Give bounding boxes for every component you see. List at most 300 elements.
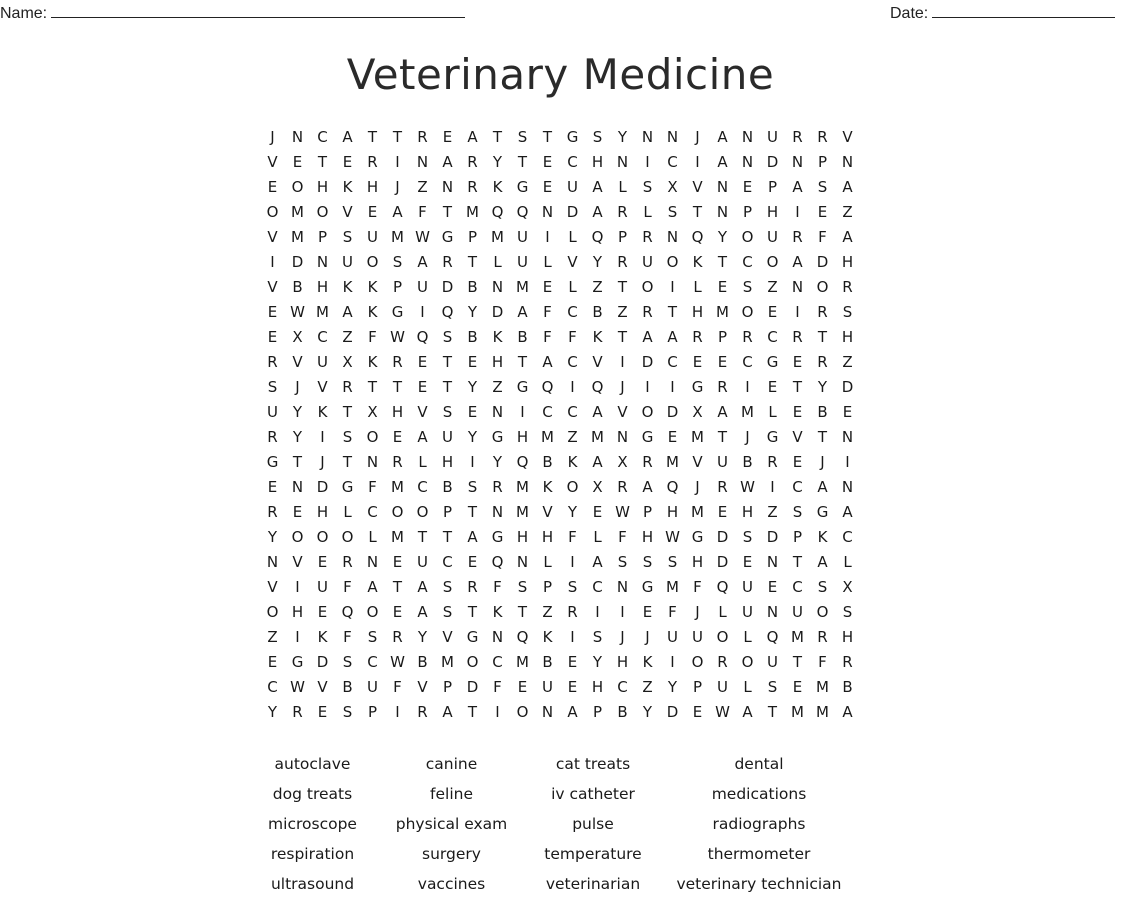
grid-letter: F bbox=[568, 528, 577, 546]
grid-letter: W bbox=[290, 678, 305, 696]
grid-letter: S bbox=[442, 328, 453, 346]
grid-letter: R bbox=[567, 603, 578, 621]
grid-letter: T bbox=[392, 128, 403, 146]
grid-letter: N bbox=[291, 478, 304, 496]
grid-letter: R bbox=[617, 203, 628, 221]
grid-letter: D bbox=[291, 253, 304, 271]
word-search-grid bbox=[260, 125, 860, 725]
grid-letter: R bbox=[292, 703, 303, 721]
word-list-row bbox=[255, 870, 865, 900]
grid-row bbox=[260, 675, 860, 700]
grid-letter: R bbox=[817, 628, 828, 646]
grid-letter: B bbox=[442, 478, 453, 496]
word-list-item: radiographs bbox=[712, 815, 806, 833]
grid-letter: E bbox=[292, 153, 303, 171]
grid-letter: S bbox=[667, 203, 678, 221]
grid-letter: R bbox=[792, 228, 803, 246]
grid-letter: V bbox=[292, 553, 303, 571]
grid-letter: V bbox=[442, 628, 453, 646]
grid-letter: M bbox=[816, 703, 829, 721]
grid-letter: V bbox=[267, 153, 278, 171]
grid-letter: S bbox=[817, 178, 828, 196]
grid-letter: L bbox=[543, 253, 552, 271]
grid-letter: U bbox=[692, 628, 703, 646]
grid-letter: K bbox=[567, 453, 578, 471]
grid-letter: U bbox=[517, 253, 528, 271]
grid-letter: I bbox=[770, 478, 775, 496]
grid-letter: Q bbox=[591, 228, 604, 246]
grid-letter: C bbox=[367, 503, 378, 521]
grid-letter: R bbox=[692, 328, 703, 346]
word-list-item: cat treats bbox=[555, 755, 631, 773]
grid-letter: I bbox=[495, 703, 500, 721]
grid-letter: A bbox=[592, 553, 603, 571]
grid-letter: H bbox=[316, 178, 329, 196]
grid-letter: O bbox=[266, 203, 279, 221]
grid-letter: Q bbox=[691, 228, 704, 246]
grid-letter: K bbox=[367, 303, 378, 321]
grid-letter: X bbox=[617, 453, 628, 471]
grid-letter: Z bbox=[842, 353, 853, 371]
grid-letter: B bbox=[542, 653, 553, 671]
grid-letter: K bbox=[592, 328, 603, 346]
grid-letter: A bbox=[467, 528, 478, 546]
name-line[interactable] bbox=[51, 3, 465, 18]
grid-letter: G bbox=[566, 128, 579, 146]
grid-letter: C bbox=[667, 353, 678, 371]
grid-letter: L bbox=[618, 178, 627, 196]
grid-letter: M bbox=[516, 478, 529, 496]
grid-letter: Z bbox=[617, 303, 628, 321]
grid-letter: U bbox=[717, 453, 728, 471]
grid-letter: P bbox=[642, 503, 653, 521]
grid-letter: M bbox=[391, 228, 404, 246]
grid-letter: I bbox=[845, 453, 850, 471]
grid-letter: R bbox=[267, 428, 278, 446]
grid-letter: E bbox=[817, 203, 828, 221]
grid-letter: I bbox=[670, 653, 675, 671]
grid-letter: H bbox=[441, 453, 454, 471]
grid-letter: U bbox=[767, 128, 778, 146]
grid-letter: L bbox=[343, 503, 352, 521]
grid-letter: F bbox=[368, 478, 377, 496]
grid-letter: U bbox=[442, 428, 453, 446]
grid-letter: O bbox=[316, 203, 329, 221]
grid-letter: W bbox=[415, 228, 430, 246]
grid-letter: G bbox=[516, 378, 529, 396]
grid-letter: N bbox=[316, 253, 329, 271]
grid-letter: A bbox=[592, 453, 603, 471]
grid-letter: V bbox=[317, 378, 328, 396]
grid-letter: O bbox=[366, 253, 379, 271]
grid-letter: Y bbox=[492, 153, 503, 171]
grid-letter: W bbox=[615, 503, 630, 521]
grid-letter: C bbox=[542, 403, 553, 421]
word-list bbox=[255, 750, 865, 900]
grid-letter: B bbox=[517, 328, 528, 346]
grid-letter: B bbox=[467, 328, 478, 346]
grid-letter: G bbox=[766, 353, 779, 371]
grid-letter: F bbox=[493, 578, 502, 596]
grid-row bbox=[260, 375, 860, 400]
grid-letter: F bbox=[343, 628, 352, 646]
grid-row bbox=[260, 200, 860, 225]
grid-letter: A bbox=[667, 328, 678, 346]
grid-letter: Z bbox=[767, 503, 778, 521]
grid-letter: M bbox=[666, 578, 679, 596]
grid-letter: J bbox=[270, 128, 275, 146]
grid-letter: C bbox=[592, 578, 603, 596]
grid-letter: H bbox=[491, 353, 504, 371]
grid-letter: C bbox=[567, 403, 578, 421]
grid-letter: T bbox=[717, 428, 728, 446]
grid-row bbox=[260, 525, 860, 550]
grid-letter: E bbox=[742, 178, 753, 196]
grid-letter: V bbox=[267, 228, 278, 246]
grid-letter: T bbox=[667, 303, 678, 321]
grid-letter: V bbox=[617, 403, 628, 421]
grid-letter: Y bbox=[592, 253, 603, 271]
grid-letter: D bbox=[316, 478, 329, 496]
grid-letter: C bbox=[317, 328, 328, 346]
grid-letter: K bbox=[367, 353, 378, 371]
grid-letter: H bbox=[841, 628, 854, 646]
grid-letter: P bbox=[717, 328, 728, 346]
grid-letter: E bbox=[542, 153, 553, 171]
grid-letter: R bbox=[467, 578, 478, 596]
grid-letter: M bbox=[741, 403, 754, 421]
grid-letter: D bbox=[716, 528, 729, 546]
grid-letter: R bbox=[642, 453, 653, 471]
grid-letter: A bbox=[742, 703, 753, 721]
grid-letter: S bbox=[367, 628, 378, 646]
grid-letter: K bbox=[817, 528, 828, 546]
word-list-item: microscope bbox=[268, 815, 357, 833]
grid-letter: N bbox=[666, 228, 679, 246]
grid-letter: F bbox=[493, 678, 502, 696]
grid-letter: R bbox=[642, 303, 653, 321]
grid-letter: N bbox=[616, 578, 629, 596]
grid-letter: F bbox=[693, 578, 702, 596]
grid-letter: O bbox=[366, 428, 379, 446]
grid-letter: T bbox=[617, 278, 628, 296]
grid-letter: U bbox=[317, 578, 328, 596]
grid-letter: P bbox=[617, 228, 628, 246]
grid-letter: M bbox=[391, 478, 404, 496]
grid-letter: B bbox=[592, 303, 603, 321]
grid-letter: E bbox=[417, 378, 428, 396]
grid-letter: Q bbox=[491, 553, 504, 571]
grid-letter: V bbox=[842, 128, 853, 146]
grid-letter: V bbox=[692, 178, 703, 196]
grid-letter: M bbox=[591, 428, 604, 446]
grid-letter: L bbox=[418, 453, 427, 471]
name-field[interactable] bbox=[0, 3, 465, 24]
grid-letter: T bbox=[692, 203, 703, 221]
grid-row bbox=[260, 350, 860, 375]
grid-letter: K bbox=[342, 178, 353, 196]
grid-letter: U bbox=[417, 278, 428, 296]
grid-letter: C bbox=[667, 153, 678, 171]
grid-letter: U bbox=[517, 228, 528, 246]
grid-letter: H bbox=[291, 603, 304, 621]
grid-letter: A bbox=[542, 353, 553, 371]
grid-letter: O bbox=[391, 503, 404, 521]
grid-row bbox=[260, 300, 860, 325]
grid-letter: Y bbox=[592, 653, 603, 671]
grid-letter: R bbox=[817, 128, 828, 146]
grid-letter: D bbox=[666, 403, 679, 421]
grid-letter: U bbox=[567, 178, 578, 196]
grid-letter: E bbox=[442, 128, 453, 146]
grid-letter: A bbox=[792, 178, 803, 196]
grid-row bbox=[260, 125, 860, 150]
grid-letter: E bbox=[317, 703, 328, 721]
grid-letter: T bbox=[817, 428, 828, 446]
grid-letter: R bbox=[267, 353, 278, 371]
grid-row bbox=[260, 450, 860, 475]
grid-letter: R bbox=[417, 703, 428, 721]
grid-letter: D bbox=[441, 278, 454, 296]
grid-letter: D bbox=[566, 203, 579, 221]
grid-letter: R bbox=[642, 228, 653, 246]
grid-letter: N bbox=[716, 178, 729, 196]
word-list-row bbox=[255, 750, 865, 780]
grid-row bbox=[260, 575, 860, 600]
grid-letter: J bbox=[695, 128, 700, 146]
grid-letter: C bbox=[567, 353, 578, 371]
grid-letter: J bbox=[620, 378, 625, 396]
grid-letter: Y bbox=[817, 378, 828, 396]
grid-letter: Z bbox=[267, 628, 278, 646]
grid-letter: I bbox=[420, 303, 425, 321]
grid-row bbox=[260, 600, 860, 625]
grid-letter: I bbox=[570, 378, 575, 396]
grid-letter: A bbox=[717, 128, 728, 146]
grid-letter: G bbox=[391, 303, 404, 321]
grid-letter: C bbox=[492, 653, 503, 671]
grid-letter: R bbox=[742, 328, 753, 346]
word-list-row bbox=[255, 840, 865, 870]
grid-letter: O bbox=[516, 703, 529, 721]
grid-letter: A bbox=[642, 478, 653, 496]
grid-letter: L bbox=[843, 553, 852, 571]
grid-letter: N bbox=[841, 153, 854, 171]
grid-letter: G bbox=[641, 578, 654, 596]
grid-letter: A bbox=[717, 403, 728, 421]
grid-letter: H bbox=[841, 253, 854, 271]
grid-letter: D bbox=[666, 703, 679, 721]
grid-letter: E bbox=[717, 278, 728, 296]
grid-letter: X bbox=[842, 578, 853, 596]
grid-letter: P bbox=[817, 153, 828, 171]
grid-letter: C bbox=[792, 478, 803, 496]
grid-letter: B bbox=[292, 278, 303, 296]
grid-letter: A bbox=[367, 578, 378, 596]
grid-letter: T bbox=[292, 453, 303, 471]
grid-letter: Y bbox=[717, 228, 728, 246]
grid-letter: E bbox=[717, 503, 728, 521]
grid-letter: E bbox=[667, 428, 678, 446]
word-list-item: dog treats bbox=[272, 785, 353, 803]
grid-letter: S bbox=[342, 428, 353, 446]
grid-letter: C bbox=[317, 128, 328, 146]
grid-letter: C bbox=[617, 678, 628, 696]
grid-row bbox=[260, 225, 860, 250]
grid-letter: R bbox=[617, 478, 628, 496]
grid-letter: U bbox=[767, 228, 778, 246]
grid-letter: M bbox=[466, 203, 479, 221]
grid-letter: N bbox=[416, 153, 429, 171]
grid-letter: X bbox=[342, 353, 353, 371]
grid-letter: S bbox=[617, 553, 628, 571]
grid-letter: R bbox=[617, 253, 628, 271]
grid-letter: C bbox=[742, 353, 753, 371]
grid-letter: F bbox=[668, 603, 677, 621]
grid-letter: T bbox=[792, 653, 803, 671]
grid-letter: A bbox=[642, 328, 653, 346]
grid-letter: T bbox=[517, 603, 528, 621]
grid-letter: O bbox=[641, 403, 654, 421]
grid-row bbox=[260, 700, 860, 725]
grid-letter: P bbox=[767, 178, 778, 196]
grid-letter: V bbox=[692, 453, 703, 471]
grid-letter: A bbox=[592, 403, 603, 421]
grid-letter: X bbox=[692, 403, 703, 421]
grid-letter: R bbox=[492, 478, 503, 496]
grid-letter: O bbox=[666, 253, 679, 271]
grid-letter: E bbox=[792, 353, 803, 371]
grid-letter: I bbox=[320, 428, 325, 446]
grid-letter: C bbox=[417, 478, 428, 496]
grid-letter: S bbox=[267, 378, 278, 396]
grid-letter: R bbox=[342, 553, 353, 571]
grid-letter: E bbox=[267, 178, 278, 196]
grid-letter: K bbox=[642, 653, 653, 671]
grid-letter: S bbox=[342, 228, 353, 246]
date-field[interactable] bbox=[890, 3, 1115, 24]
grid-letter: S bbox=[592, 128, 603, 146]
grid-letter: F bbox=[543, 303, 552, 321]
grid-letter: S bbox=[442, 603, 453, 621]
date-line[interactable] bbox=[932, 3, 1115, 18]
grid-letter: V bbox=[792, 428, 803, 446]
grid-letter: V bbox=[592, 353, 603, 371]
grid-letter: N bbox=[491, 403, 504, 421]
grid-letter: S bbox=[742, 528, 753, 546]
grid-row bbox=[260, 475, 860, 500]
grid-letter: H bbox=[316, 503, 329, 521]
grid-letter: E bbox=[267, 328, 278, 346]
grid-letter: H bbox=[366, 178, 379, 196]
grid-letter: G bbox=[266, 453, 279, 471]
grid-letter: S bbox=[392, 253, 403, 271]
grid-letter: E bbox=[367, 203, 378, 221]
grid-letter: S bbox=[642, 178, 653, 196]
grid-letter: H bbox=[591, 153, 604, 171]
word-list-item: canine bbox=[425, 755, 478, 773]
grid-letter: P bbox=[742, 203, 753, 221]
grid-letter: N bbox=[666, 128, 679, 146]
grid-letter: S bbox=[742, 278, 753, 296]
grid-letter: D bbox=[316, 653, 329, 671]
grid-letter: T bbox=[617, 328, 628, 346]
grid-letter: U bbox=[792, 603, 803, 621]
grid-letter: T bbox=[467, 253, 478, 271]
grid-letter: D bbox=[716, 553, 729, 571]
word-list-item: surgery bbox=[422, 845, 481, 863]
grid-letter: G bbox=[816, 503, 829, 521]
grid-letter: T bbox=[792, 378, 803, 396]
grid-letter: Z bbox=[342, 328, 353, 346]
grid-letter: L bbox=[643, 203, 652, 221]
grid-letter: C bbox=[842, 528, 853, 546]
page-title: Veterinary Medicine bbox=[346, 50, 775, 99]
grid-letter: D bbox=[491, 303, 504, 321]
grid-letter: X bbox=[367, 403, 378, 421]
grid-letter: I bbox=[570, 628, 575, 646]
grid-letter: X bbox=[292, 328, 303, 346]
grid-letter: A bbox=[842, 178, 853, 196]
grid-letter: S bbox=[792, 503, 803, 521]
grid-letter: T bbox=[367, 128, 378, 146]
grid-letter: A bbox=[842, 703, 853, 721]
grid-letter: Y bbox=[567, 503, 578, 521]
grid-letter: N bbox=[641, 128, 654, 146]
grid-letter: I bbox=[295, 578, 300, 596]
grid-letter: E bbox=[567, 678, 578, 696]
grid-letter: T bbox=[792, 553, 803, 571]
grid-letter: A bbox=[817, 478, 828, 496]
grid-letter: U bbox=[317, 353, 328, 371]
grid-letter: T bbox=[417, 528, 428, 546]
grid-letter: H bbox=[841, 328, 854, 346]
grid-letter: E bbox=[392, 553, 403, 571]
grid-letter: O bbox=[291, 528, 304, 546]
grid-letter: N bbox=[791, 278, 804, 296]
grid-letter: O bbox=[341, 528, 354, 546]
grid-letter: T bbox=[467, 503, 478, 521]
word-list-item: iv catheter bbox=[551, 785, 635, 803]
grid-letter: O bbox=[266, 603, 279, 621]
grid-letter: T bbox=[442, 528, 453, 546]
grid-letter: L bbox=[543, 553, 552, 571]
grid-letter: T bbox=[542, 128, 553, 146]
grid-letter: E bbox=[267, 653, 278, 671]
grid-letter: O bbox=[566, 478, 579, 496]
grid-letter: T bbox=[467, 703, 478, 721]
grid-letter: P bbox=[692, 678, 703, 696]
grid-letter: B bbox=[467, 278, 478, 296]
grid-letter: O bbox=[816, 603, 829, 621]
word-list-item: autoclave bbox=[274, 755, 351, 773]
grid-letter: I bbox=[520, 403, 525, 421]
grid-letter: S bbox=[342, 653, 353, 671]
grid-letter: B bbox=[742, 453, 753, 471]
word-list-item: veterinarian bbox=[545, 875, 641, 893]
grid-letter: V bbox=[292, 353, 303, 371]
grid-letter: Z bbox=[842, 203, 853, 221]
grid-letter: T bbox=[367, 378, 378, 396]
grid-letter: Q bbox=[341, 603, 354, 621]
grid-letter: U bbox=[717, 678, 728, 696]
grid-letter: K bbox=[492, 603, 503, 621]
grid-letter: Y bbox=[492, 453, 503, 471]
grid-letter: F bbox=[368, 328, 377, 346]
grid-letter: E bbox=[467, 403, 478, 421]
grid-letter: R bbox=[767, 453, 778, 471]
word-list-item: thermometer bbox=[707, 845, 811, 863]
